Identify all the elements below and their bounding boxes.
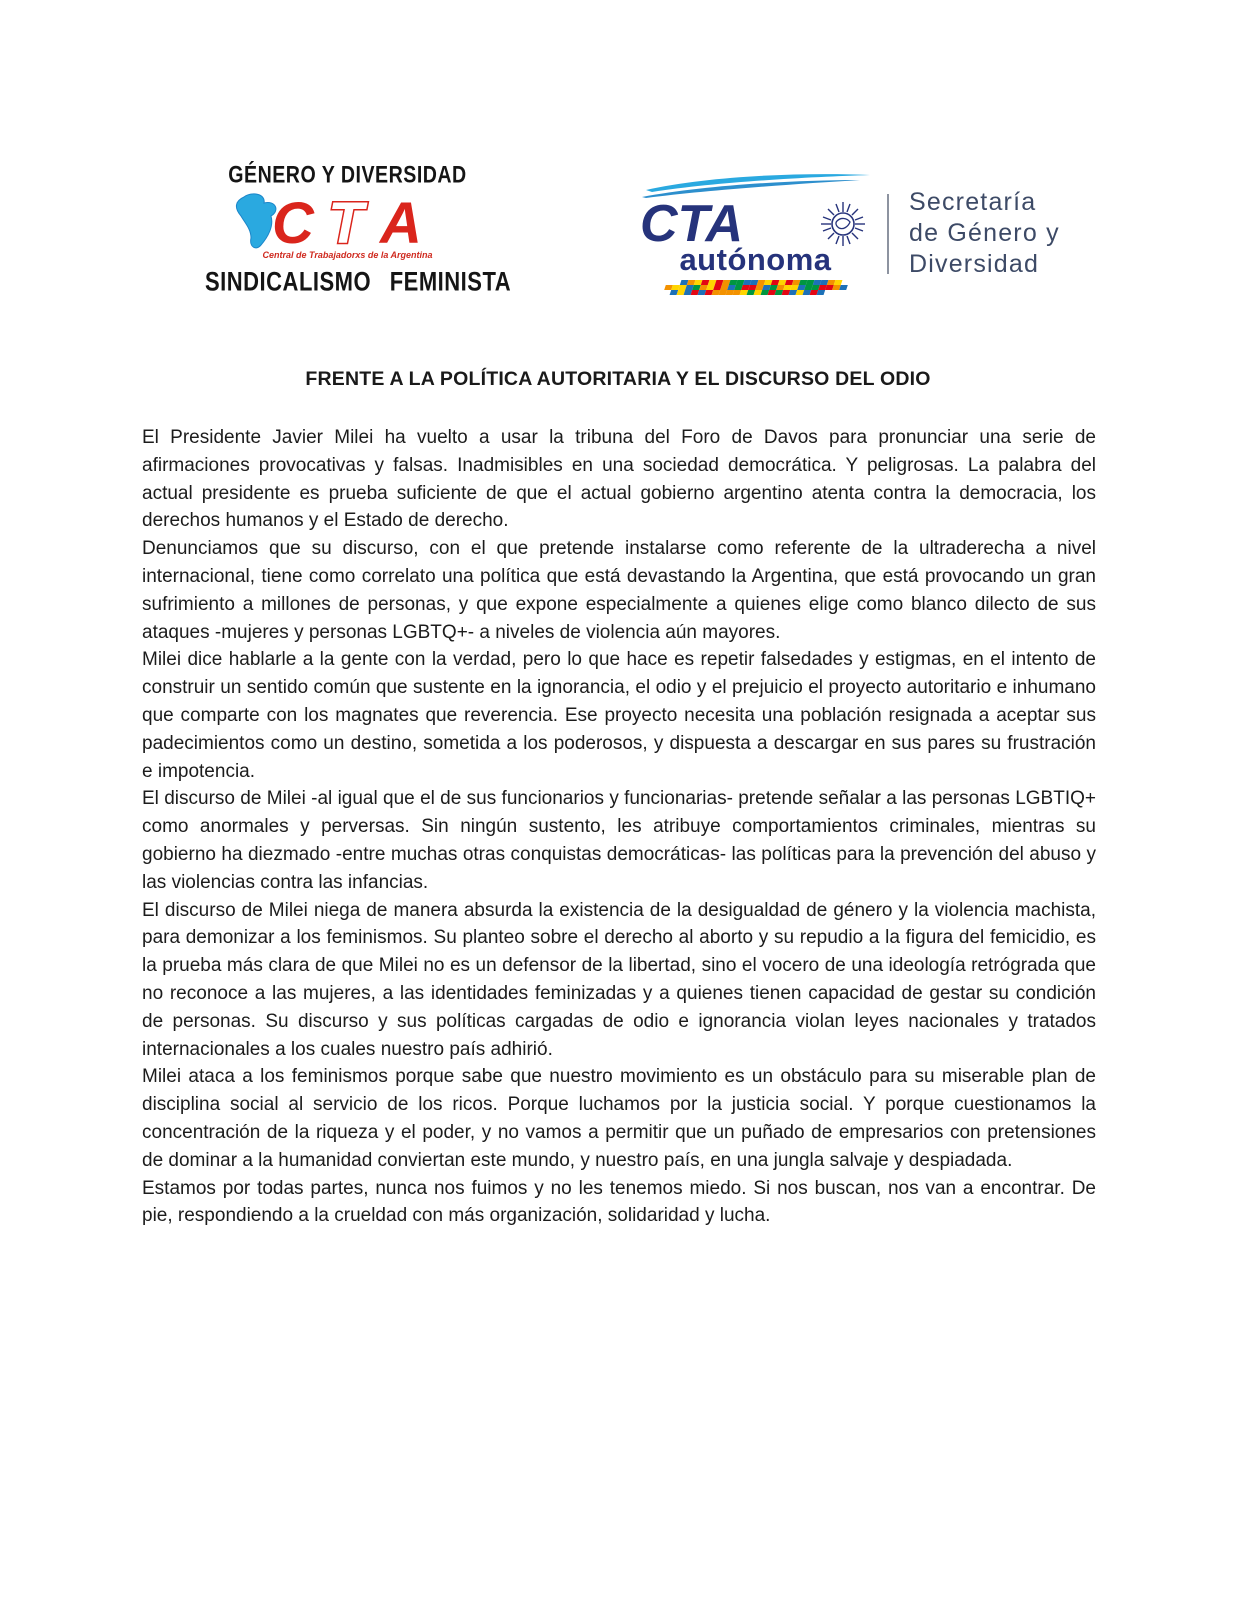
paragraph-7: Estamos por todas partes, nunca nos fuimos y no les tenemos miedo. Si nos buscan, nos van a encontrar. De pie, respondiendo a la crueldad con más organización, solidaridad y lucha. xyxy=(142,1177,1096,1227)
document-body xyxy=(142,424,1096,1230)
paragraph-5: El discurso de Milei niega de manera absurda la existencia de la desigualdad de género y la violencia machista, para demonizar a los feminismos. Su planteo sobre el derecho al aborto y su repudio a la figura del femicidio, es la prueba más clara de que Milei no es un defensor de la libertad, sino el vocero de una ideología retrógrada que no reconoce a las mujeres, a las identidades feminizadas y a quienes tienen capacidad de gestar su condición de personas. Su discurso y sus políticas cargadas de odio e ignorancia violan leyes nacionales y tratados internacionales a los cuales nuestro país adhirió. xyxy=(142,899,1096,1060)
cta-autonoma-logo xyxy=(638,172,1060,295)
logo-divider xyxy=(887,194,889,274)
cta-letter-a: A xyxy=(379,191,422,253)
genero-diversidad-label: GÉNERO Y DIVERSIDAD xyxy=(228,162,467,189)
paragraph-4: El discurso de Milei -al igual que el de sus funcionarios y funcionarias- pretende señalar a las personas LGBTIQ+ como anormales y perversas. Sin ningún sustento, les atribuye comportamientos criminales, mientras su gobierno ha diezmado -entre muchas otras conquistas democráticas- las políticas para la prevención del abuso y las violencias contra las infancias. xyxy=(142,788,1096,893)
secretaria-line-1: Secretaría xyxy=(909,188,1037,216)
sindicalismo-feminista-label: SINDICALISMO FEMINISTA xyxy=(205,266,512,297)
cta-letter-t: T xyxy=(327,191,363,253)
secretaria-line-3: Diversidad xyxy=(909,250,1040,278)
cta-red-logo xyxy=(228,189,468,253)
cta-letter-c: C xyxy=(271,191,314,253)
paragraph-6: Milei ataca a los feminismos porque sabe que nuestro movimiento es un obstáculo para su miserable plan de disciplina social al servicio de los ricos. Porque luchamos por la justicia social. Y porque cuestionamos la concentración de la riqueza y el poder, y no vamos a permitir que un puñado de empresarios con pretensiones de dominar a la humanidad conviertan este mundo, y nuestro país, en una jungla salvaje y despiadada. xyxy=(142,1066,1096,1171)
cta-autonoma-letters: CTA xyxy=(640,199,744,249)
paragraph-3: Milei dice hablarle a la gente con la verdad, pero lo que hace es repetir falsedades y estigmas, en el intento de construir un sentido común que sustente en la ignorancia, el odio y el prejuicio el proyecto autoritario e inhumano que comparte con los magnates que reverencia. Ese proyecto necesita una población resignada a aceptar sus padecimientos como un destino, sometida a los poderosos, y dispuesta a descargar en sus pares su frustración e impotencia. xyxy=(142,649,1096,782)
swoosh-icon xyxy=(638,172,873,198)
sun-icon xyxy=(821,202,865,246)
cta-genero-diversidad-logo xyxy=(205,162,512,297)
secretaria-label xyxy=(909,187,1060,280)
document-title: FRENTE A LA POLÍTICA AUTORITARIA Y EL DISCURSO DEL ODIO xyxy=(305,368,931,390)
autonoma-label: autónoma xyxy=(679,242,832,277)
paragraph-1: El Presidente Javier Milei ha vuelto a usar la tribuna del Foro de Davos para pronunciar una serie de afirmaciones provocativas y falsas. Inadmisibles en una sociedad democrática. Y peligrosas. La palabra del actual presidente es prueba suficiente de que el actual gobierno argentino atenta contra la democracia, los derechos humanos y el Estado de derecho. xyxy=(142,427,1096,532)
wiphala-band xyxy=(662,280,849,295)
paragraph-2: Denunciamos que su discurso, con el que pretende instalarse como referente de la ultraderecha a nivel internacional, tiene como correlato una política que está devastando la Argentina, que está provocando un gran sufrimiento a millones de personas, y que expone especialmente a quienes elige como blanco dilecto de sus ataques -mujeres y personas LGBTQ+- a niveles de violencia aún mayores. xyxy=(142,538,1096,643)
cta-subtitle: Central de Trabajadorxs de la Argentina xyxy=(262,250,433,260)
secretaria-line-2: de Género y xyxy=(909,219,1060,247)
south-america-map-icon xyxy=(236,194,275,248)
